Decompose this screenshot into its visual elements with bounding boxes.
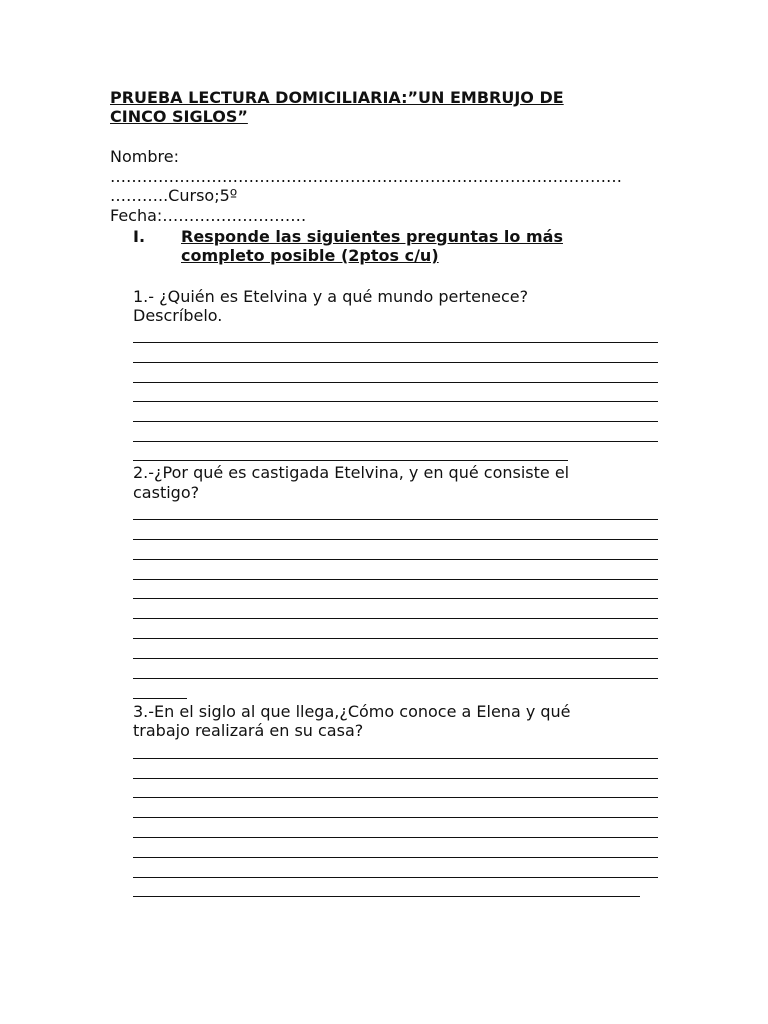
answer-line [133, 441, 658, 442]
answer-line [133, 539, 658, 540]
answer-line [133, 817, 658, 818]
answer-line [133, 579, 658, 580]
question-2-line1: 2.-¿Por qué es castigada Etelvina, y en qué consiste el [133, 463, 570, 482]
answer-line [133, 598, 658, 599]
answer-line [133, 618, 658, 619]
answer-line [133, 519, 658, 520]
question-2-line2: castigo? [133, 483, 200, 502]
section-number: I. [133, 227, 146, 246]
question-1-line1: 1.- ¿Quién es Etelvina y a qué mundo pertenece? [133, 287, 529, 306]
section-instruction-line1: Responde las siguientes preguntas lo más [181, 227, 563, 246]
answer-line [133, 758, 658, 759]
answer-line [133, 362, 658, 363]
name-label: Nombre: [110, 147, 179, 166]
answer-line [133, 877, 658, 878]
question-3-line1: 3.-En el siglo al que llega,¿Cómo conoce a Elena y qué [133, 702, 571, 721]
answer-line [133, 342, 658, 343]
answer-line [133, 797, 658, 798]
name-blank-dots: …………………………………………………………………………………… [110, 167, 622, 186]
answer-line [133, 382, 658, 383]
answer-line [133, 698, 187, 699]
answer-line [133, 658, 658, 659]
answer-line [133, 638, 658, 639]
answer-line [133, 896, 640, 897]
question-1-line2: Descríbelo. [133, 306, 223, 325]
date-field: Fecha:……………………… [110, 206, 307, 225]
answer-line [133, 678, 658, 679]
answer-line [133, 460, 568, 461]
section-instruction-line2: completo posible (2ptos c/u) [181, 246, 439, 265]
course-field: ………..Curso;5º [110, 186, 238, 205]
answer-line [133, 421, 658, 422]
answer-line [133, 857, 658, 858]
document-title-line2: CINCO SIGLOS” [110, 107, 248, 126]
question-3-line2: trabajo realizará en su casa? [133, 721, 364, 740]
answer-line [133, 837, 658, 838]
answer-line [133, 559, 658, 560]
document-title-line1: PRUEBA LECTURA DOMICILIARIA:”UN EMBRUJO DE [110, 88, 564, 107]
answer-line [133, 778, 658, 779]
answer-line [133, 401, 658, 402]
